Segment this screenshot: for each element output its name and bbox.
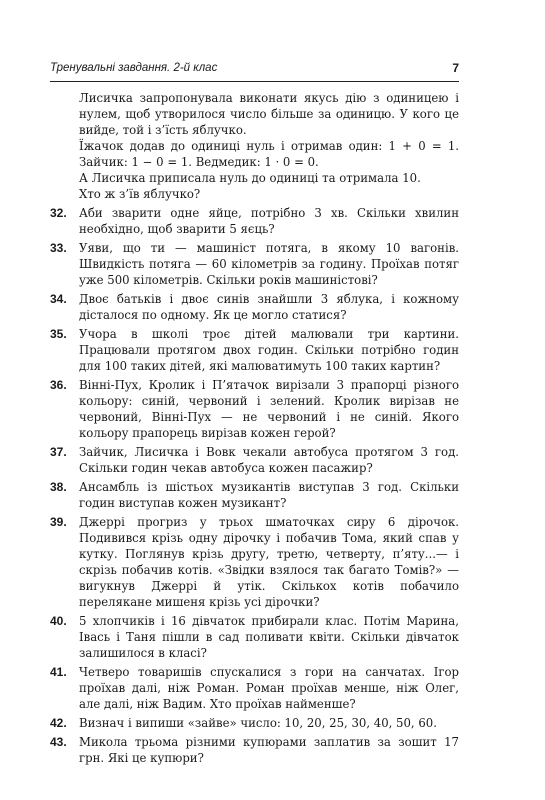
task-40 <box>50 613 459 661</box>
task-36 <box>50 377 459 441</box>
task-number: 41. <box>50 665 67 679</box>
page-content <box>50 90 459 766</box>
task-33 <box>50 240 459 288</box>
task-text: Зайчик, Лисичка і Вовк чекали автобуса протягом 3 год. Скільки годин чекав автобуса кожен пасажир? <box>79 445 459 475</box>
task-number: 40. <box>50 614 67 628</box>
task-42 <box>50 715 459 731</box>
intro-paragraph: А Лисичка приписала нуль до одиниці та отримала 10. <box>79 171 421 185</box>
task-text: Учора в школі троє дітей малювали три картини. Працювали протягом двох годин. Скільки потрібно годин для 100 таких дітей, які малюватимуть 100 таких картин? <box>79 327 459 373</box>
task-number: 36. <box>50 378 67 392</box>
task-text: Ансамбль із шістьох музикантів виступав 3 год. Скільки годин виступав кожен музикант? <box>79 480 459 510</box>
task-text: 5 хлопчиків і 16 дівчаток прибирали клас. Потім Марина, Івась і Таня пішли в сад поливати квіти. Скільки дівчаток залишилося в класі? <box>79 614 459 660</box>
task-43 <box>50 734 459 766</box>
task-text: Джеррі прогриз у трьох шматочках сиру 6 дірочок. Подивився крізь одну дірочку і побачив Тома, який спав у кутку. Поглянув крізь другу, третю, четверту, п’яту...— і скрізь побачив котів. «Звідки взялося так багато Томів?» — вигукнув Джеррі й утік. Скількох котів побачило перелякане мишеня крізь усі дірочки? <box>79 515 459 609</box>
task-continuation <box>50 90 459 202</box>
task-32 <box>50 205 459 237</box>
intro-paragraph: Хто ж з’їв яблучко? <box>79 187 201 201</box>
task-number: 34. <box>50 292 67 306</box>
header-rule <box>50 81 459 82</box>
intro-paragraph: Їжачок додав до одиниці нуль і отримав один: 1 + 0 = 1. Зайчик: 1 − 0 = 1. Ведмедик: 1 · 0 = 0. <box>79 139 459 169</box>
task-text: Четверо товаришів спускалися з гори на санчатах. Ігор проїхав далі, ніж Роман. Роман проїхав менше, ніж Олег, але далі, ніж Вадим. Хто проїхав найменше? <box>79 665 459 711</box>
task-text: Вінні-Пух, Кролик і П’ятачок вирізали 3 прапорці різного кольору: синій, червоний і зелений. Кролик вирізав не червоний, Вінні-Пух — не червоний і не синій. Якого кольору прапорець вирізав кожен герой? <box>79 378 459 440</box>
task-text: Визнач і випиши «зайве» число: 10, 20, 25, 30, 40, 50, 60. <box>79 716 437 730</box>
task-number: 39. <box>50 515 67 529</box>
task-39 <box>50 514 459 610</box>
task-text: Аби зварити одне яйце, потрібно 3 хв. Скільки хвилин необхідно, щоб зварити 5 яєць? <box>79 206 459 236</box>
task-number: 33. <box>50 241 67 255</box>
task-number: 32. <box>50 206 67 220</box>
task-41 <box>50 664 459 712</box>
task-34 <box>50 291 459 323</box>
running-header: Тренувальні завдання. 2-й клас <box>50 62 218 74</box>
task-38 <box>50 479 459 511</box>
task-35 <box>50 326 459 374</box>
task-text: Микола трьома різними купюрами заплатив за зошит 17 грн. Які це купюри? <box>79 735 459 765</box>
task-number: 38. <box>50 480 67 494</box>
page-number: 7 <box>452 61 459 75</box>
task-37 <box>50 444 459 476</box>
intro-paragraph: Лисичка запропонувала виконати якусь дію з одиницею і нулем, щоб утворилося число більше за одиницю. У кого це вийде, той і з’їсть яблучко. <box>79 91 459 137</box>
task-number: 35. <box>50 327 67 341</box>
task-number: 42. <box>50 716 67 730</box>
task-text: Двоє батьків і двоє синів знайшли 3 яблука, і кожному дісталося по одному. Як це могло статися? <box>79 292 459 322</box>
task-number: 37. <box>50 445 67 459</box>
task-text: Уяви, що ти — машиніст потяга, в якому 10 вагонів. Швидкість потяга — 60 кілометрів за годину. Проїхав потяг уже 500 кілометрів. Скільки років машиністові? <box>79 241 459 287</box>
task-number: 43. <box>50 735 67 749</box>
